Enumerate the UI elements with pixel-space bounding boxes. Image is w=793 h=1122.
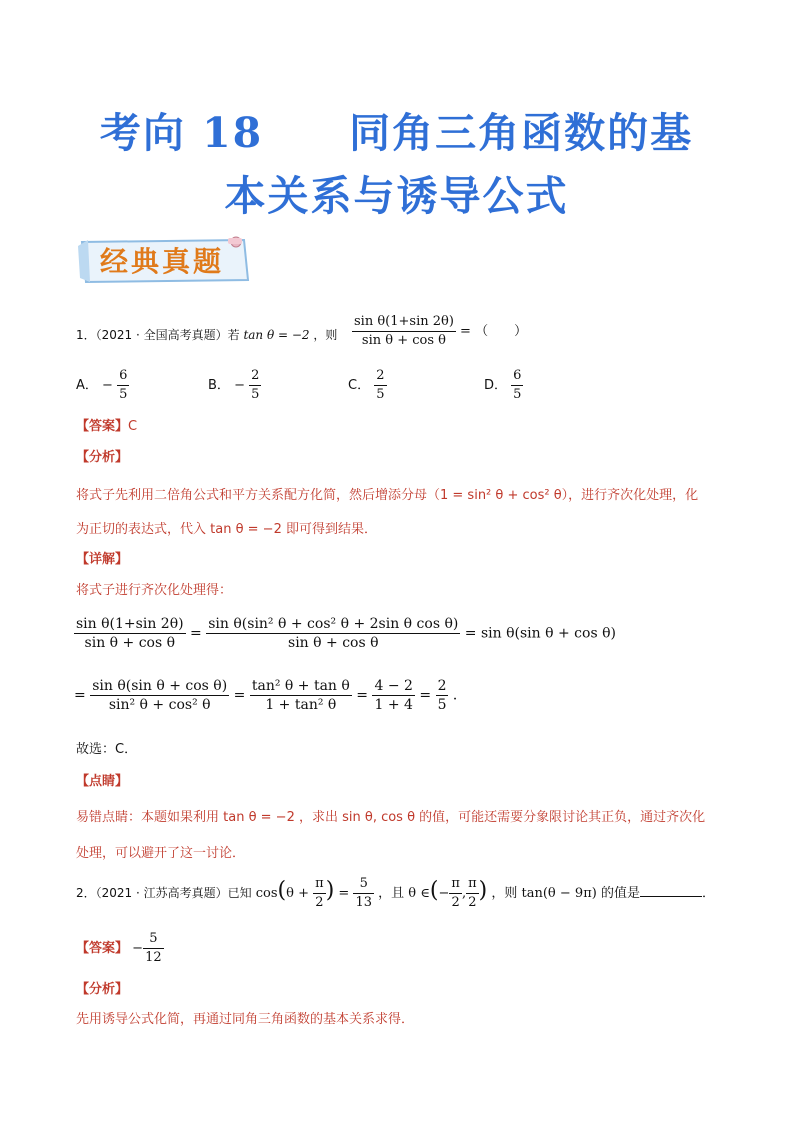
q1-option-d <box>484 367 523 404</box>
q1-fraction-denominator: sin θ + cos θ <box>361 333 446 348</box>
q2-answer-blank <box>640 884 702 897</box>
q2-answer-den: 12 <box>145 950 162 965</box>
page-title-line-1: 考向 18 同角三角函数的基 <box>99 109 694 157</box>
q1-option-a-label: A． <box>76 378 98 393</box>
q1-stem <box>76 326 337 343</box>
q2-int-left-num: π <box>449 875 462 894</box>
q2-eq-den: 13 <box>355 895 372 910</box>
q1-analysis-tag: 【分析】 <box>76 450 129 465</box>
q1-detail-tag: 【详解】 <box>76 552 129 567</box>
q1-analysis-line-1: 将式子先利用二倍角公式和平方关系配方化简，然后增添分母（1 = sin² θ + cos² θ），进行齐次化处理，化 <box>76 488 699 503</box>
section-banner-label: 经典真题 <box>100 245 225 278</box>
q2-answer-line <box>76 930 164 967</box>
q1-answer-value: C <box>128 419 138 434</box>
eq1-rhs: = sin θ(sin θ + cos θ) <box>464 625 616 642</box>
q2-cos: cos <box>255 886 278 901</box>
q1-analysis-line-2: 为正切的表达式，代入 tan θ = −2 即可得到结果． <box>76 522 377 537</box>
q1-option-d-num: 6 <box>511 367 523 386</box>
q1-condition: tan θ = −2 <box>243 328 310 342</box>
q2-theta-in: θ ∈ <box>408 886 430 901</box>
q1-option-c-num: 2 <box>374 367 386 386</box>
q1-detail-intro: 将式子进行齐次化处理得： <box>76 583 233 598</box>
q1-option-a <box>76 367 129 404</box>
q1-fraction <box>352 313 456 350</box>
q1-point-line-2: 处理，可以避开了这一讨论． <box>76 846 246 861</box>
q1-option-b-label: B． <box>208 378 230 393</box>
q2-prefix: 2．（2021 · 江苏高考真题）已知 <box>76 886 252 900</box>
q2-and: ，且 <box>378 886 405 901</box>
q1-expression <box>352 313 527 350</box>
q1-option-d-label: D． <box>484 378 508 393</box>
q1-option-b-sign: − <box>234 378 245 393</box>
eq2-a-num: sin θ(sin θ + cos θ) <box>92 678 228 694</box>
q1-option-c <box>348 367 387 404</box>
q2-int-right-den: 2 <box>468 895 477 910</box>
q1-choose: 故选：C． <box>76 742 138 757</box>
eq2-a-den: sin² θ + cos² θ <box>108 697 211 713</box>
q1-point-tag: 【点睛】 <box>76 774 129 789</box>
q1-equation-2: = $\frac{\text{sin θ(sin θ + cos θ)}}{\text{sin² θ + cos² θ}}$ = $\frac{\text{tan² θ + tan θ}}{\text{1 + tan² θ}}$ = $\frac{4 - 2}{1 + 4}$ = $\frac{2}{5}$ ． <box>74 678 467 713</box>
q2-eq-num: 5 <box>353 875 374 894</box>
q2-stem: 2．（2021 · 江苏高考真题）已知 cos(θ + $\frac{\pi}{2}$ ) = $\frac{5}{13}$ ，且 θ ∈(− $\frac{\pi}{2}$ , $\frac{\pi}{2}$ ) ，则 tan(θ − 9π) 的值是 ． <box>76 876 715 910</box>
eq2-c-num: 4 − 2 <box>374 678 413 694</box>
q1-option-d-den: 5 <box>513 387 522 402</box>
q1-ask: ，则 <box>313 328 338 342</box>
q2-int-right-num: π <box>466 875 479 894</box>
q2-tan-expr: tan(θ − 9π) <box>521 886 597 901</box>
q2-then: ，则 <box>491 886 518 901</box>
eq2-c-den: 1 + 4 <box>374 697 413 713</box>
q2-analysis-tag: 【分析】 <box>76 982 129 997</box>
page-title-line-2: 本关系与诱导公式 <box>224 172 569 220</box>
q2-pi-num: π <box>313 875 326 894</box>
q2-answer-tag: 【答案】 <box>76 941 129 956</box>
eq1-mid-den: sin θ + cos θ <box>288 635 379 651</box>
q1-tail: = （ ） <box>460 324 528 339</box>
eq2-b-den: 1 + tan² θ <box>265 697 337 713</box>
q1-answer-tag: 【答案】 <box>76 419 129 434</box>
eq2-d-num: 2 <box>437 678 447 694</box>
eq1-mid-num: sin θ(sin² θ + cos² θ + 2sin θ cos θ) <box>208 616 459 632</box>
eq2-b-num: tan² θ + tan θ <box>251 678 350 694</box>
eq2-d-den: 5 <box>437 697 447 713</box>
q2-pi-den: 2 <box>315 895 324 910</box>
q1-point-line-1: 易错点睛：本题如果利用 tan θ = −2 ，求出 sin θ, cos θ 的值，可能还需要分象限讨论其正负，通过齐次化 <box>76 810 706 825</box>
q1-equation-1: $\frac{\text{sin θ(1+sin 2θ)}}{\text{sin θ + cos θ}}$ = $\frac{\text{sin θ(sin² θ + cos² θ + 2sin θ cos θ)}}{\text{sin θ + cos θ}}$ = sin θ(sin θ + cos θ) <box>76 616 616 651</box>
q1-option-c-label: C． <box>348 378 371 393</box>
q1-option-c-den: 5 <box>376 387 385 402</box>
q1-answer-line <box>76 415 137 434</box>
q1-option-b-den: 5 <box>251 387 260 402</box>
q2-int-left-den: 2 <box>451 895 460 910</box>
q2-answer-sign: − <box>132 941 144 956</box>
q2-arg: θ + <box>286 886 309 901</box>
q1-option-b <box>208 367 261 404</box>
q2-analysis: 先用诱导公式化简，再通过同角三角函数的基本关系求得． <box>76 1012 415 1027</box>
eq1-lhs-num: sin θ(1+sin 2θ) <box>76 616 184 632</box>
q1-option-a-den: 5 <box>119 387 128 402</box>
q2-tail: 的值是 <box>600 886 640 901</box>
q1-option-a-sign: − <box>102 378 113 393</box>
q1-option-a-num: 6 <box>117 367 129 386</box>
q1-option-b-num: 2 <box>249 367 261 386</box>
eq1-lhs-den: sin θ + cos θ <box>84 635 176 651</box>
q2-answer-num: 5 <box>143 930 164 949</box>
q1-fraction-numerator: sin θ(1+sin 2θ) <box>352 313 456 332</box>
q1-prefix: 1．（2021 · 全国高考真题）若 <box>76 328 240 342</box>
